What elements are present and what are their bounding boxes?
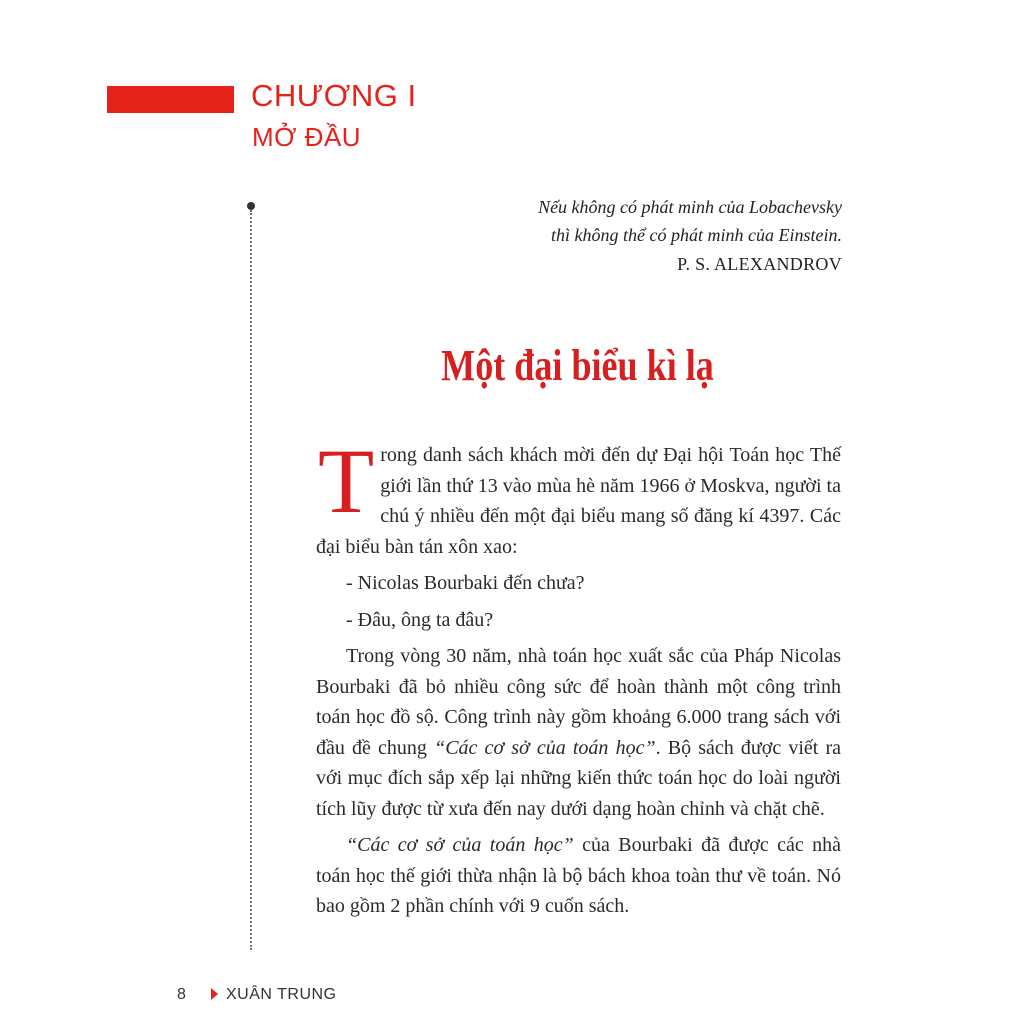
article-title: Một đại biểu kì lạ <box>441 341 714 390</box>
chapter-title: CHƯƠNG I <box>251 78 417 113</box>
page-footer <box>177 986 337 1004</box>
drop-cap: T <box>318 430 375 532</box>
footer-author: XUÂN TRUNG <box>226 986 337 1003</box>
paragraph-2 <box>316 641 841 824</box>
epigraph-line-1: Nếu không có phát minh của Lobachevsky <box>538 197 842 217</box>
book-title-italic: “Các cơ sở của toán học” <box>434 736 656 759</box>
epigraph-author: P. S. ALEXANDROV <box>677 254 842 274</box>
paragraph-1-text: rong danh sách khách mời đến dự Đại hội Toán học Thế giới lần thứ 13 vào mùa hè năm 1966 ở Moskva, người ta chú ý nhiều đến một đại biểu mang số đăng kí 4397. Các đại biểu bàn tán xôn xao: <box>316 444 841 558</box>
epigraph <box>538 193 842 249</box>
book-title-italic-2: “Các cơ sở của toán học” <box>346 834 574 856</box>
page-number: 8 <box>177 986 186 1003</box>
paragraph-2-text-a: Trong vòng 30 năm, nhà toán học xuất sắc của Pháp Nicolas Bourbaki đã bỏ nhiều công sức để hoàn thành một công trình toán học đồ sộ. Công trình này gồm khoảng 6.000 trang sách với đầu đề chung <box>316 645 841 759</box>
dialogue-line-1: - Nicolas Bourbaki đến chưa? <box>346 572 585 594</box>
margin-line-dot <box>247 202 255 210</box>
epigraph-line-2: thì không thể có phát minh của Einstein. <box>551 225 842 245</box>
paragraph-2-text-b: . Bộ sách được viết ra với mục đích sắp xếp lại những kiến thức toán học do loài người tích lũy được từ xưa đến nay dưới dạng hoàn chỉnh và chặt chẽ. <box>316 736 842 820</box>
chapter-subtitle: MỞ ĐẦU <box>252 122 362 152</box>
chapter-accent-bar <box>107 86 234 113</box>
paragraph-1 <box>316 430 841 562</box>
article-body <box>316 430 842 928</box>
paragraph-3-text: của Bourbaki đã được các nhà toán học thế giới thừa nhận là bộ bách khoa toàn thư về toán. Nó bao gồm 2 phần chính với 9 cuốn sách. <box>316 834 842 917</box>
triangle-right-icon <box>211 988 218 1000</box>
margin-dotted-line <box>250 210 252 950</box>
dialogue-line-2: - Đâu, ông ta đâu? <box>346 608 494 631</box>
paragraph-3 <box>316 830 841 922</box>
